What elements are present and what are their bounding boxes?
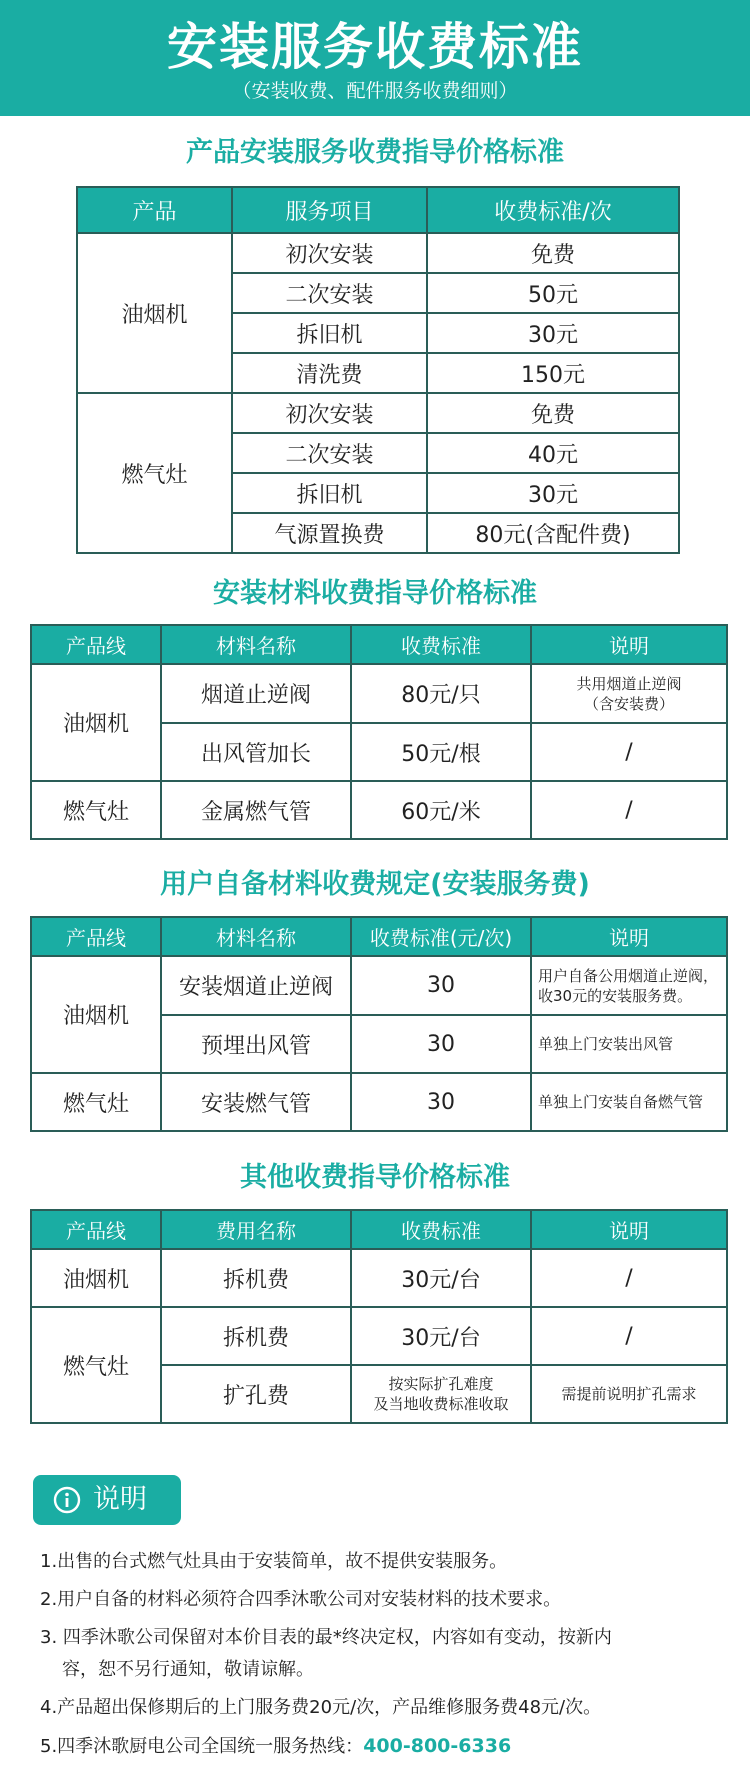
table-header-row: [31, 625, 727, 664]
page-title: 安装服务收费标准: [167, 18, 583, 76]
material-cell: 安装烟道止逆阀: [161, 956, 351, 1015]
material-cell: 出风管加长: [161, 723, 351, 781]
price-cell: 60元/米: [351, 781, 531, 839]
service-cell: 拆旧机: [232, 313, 427, 353]
product-cell: 油烟机: [77, 233, 232, 393]
col-header: 收费标准: [351, 1210, 531, 1249]
table-row: [31, 1249, 727, 1307]
table-row: [77, 393, 679, 433]
table-row: [31, 1307, 727, 1365]
col-header: 说明: [531, 1210, 727, 1249]
header-banner: [0, 0, 750, 116]
note-item: 4.产品超出保修期后的上门服务费20元/次，产品维修服务费48元/次。: [40, 1697, 602, 1718]
fee-name-cell: 拆机费: [161, 1249, 351, 1307]
table-header-row: [31, 1210, 727, 1249]
other-fees-table: [30, 1209, 728, 1424]
col-header: 服务项目: [232, 187, 427, 233]
note-cell: 单独上门安装自备燃气管: [531, 1073, 727, 1131]
col-header: 收费标准/次: [427, 187, 679, 233]
price-cell: 30元/台: [351, 1307, 531, 1365]
note-cell: /: [531, 1307, 727, 1365]
price-cell: 50元: [427, 273, 679, 313]
table-header-row: [31, 917, 727, 956]
col-header: 说明: [531, 917, 727, 956]
col-header: 材料名称: [161, 625, 351, 664]
table-header-row: [77, 187, 679, 233]
note-cell: /: [531, 781, 727, 839]
material-cell: 安装燃气管: [161, 1073, 351, 1131]
material-cell: 烟道止逆阀: [161, 664, 351, 723]
material-cell: 预埋出风管: [161, 1015, 351, 1073]
install-service-table: [76, 186, 680, 554]
table-row: [31, 781, 727, 839]
note-item: 5.四季沐歌厨电公司全国统一服务热线：: [40, 1736, 364, 1757]
col-header: 材料名称: [161, 917, 351, 956]
col-header: 产品线: [31, 1210, 161, 1249]
price-cell: 免费: [427, 393, 679, 433]
price-cell: 30元: [427, 313, 679, 353]
note-item: 1.出售的台式燃气灶具由于安装简单，故不提供安装服务。: [40, 1551, 508, 1572]
note-cell: [531, 956, 727, 1015]
price-cell: 30: [351, 1073, 531, 1131]
product-line-cell: 燃气灶: [31, 1307, 161, 1423]
table-row: [77, 233, 679, 273]
hotline-number[interactable]: 400-800-6336: [363, 1735, 512, 1757]
price-cell: 80元/只: [351, 664, 531, 723]
price-cell: 80元(含配件费): [427, 513, 679, 553]
price-cell: 30元: [427, 473, 679, 513]
table-row: [31, 956, 727, 1015]
product-line-cell: 油烟机: [31, 956, 161, 1073]
service-cell: 气源置换费: [232, 513, 427, 553]
notes-list: [40, 1546, 720, 1763]
note-cell: 单独上门安装出风管: [531, 1015, 727, 1073]
price-cell: 30: [351, 1015, 531, 1073]
col-header: 说明: [531, 625, 727, 664]
section-title-other-fees: 其他收费指导价格标准: [240, 1162, 510, 1193]
fee-name-cell: 扩孔费: [161, 1365, 351, 1423]
section-title-materials: 安装材料收费指导价格标准: [213, 578, 537, 609]
note-item: 3. 四季沐歌公司保留对本价目表的最*终决定权，内容如有变动，按新内: [40, 1627, 612, 1648]
note-cell: [531, 664, 727, 723]
note-line: 用户自备公用烟道止逆阀，: [538, 966, 719, 985]
product-line-cell: 油烟机: [31, 664, 161, 781]
note-item: 2.用户自备的材料必须符合四季沐歌公司对安装材料的技术要求。: [40, 1589, 562, 1610]
service-cell: 初次安装: [232, 233, 427, 273]
price-cell: [351, 1365, 531, 1423]
note-line: （含安装费）: [583, 694, 674, 713]
table-row: [31, 1073, 727, 1131]
note-cell: /: [531, 1249, 727, 1307]
service-cell: 清洗费: [232, 353, 427, 393]
col-header: 产品线: [31, 917, 161, 956]
material-cell: 金属燃气管: [161, 781, 351, 839]
price-cell: 40元: [427, 433, 679, 473]
service-cell: 初次安装: [232, 393, 427, 433]
product-line-cell: 燃气灶: [31, 1073, 161, 1131]
notes-badge: [33, 1475, 181, 1525]
col-header: 收费标准(元/次): [351, 917, 531, 956]
product-cell: 燃气灶: [77, 393, 232, 553]
product-line-cell: 燃气灶: [31, 781, 161, 839]
col-header: 收费标准: [351, 625, 531, 664]
notes-badge-label: 说明: [93, 1484, 147, 1515]
price-cell: 免费: [427, 233, 679, 273]
price-cell: 50元/根: [351, 723, 531, 781]
section-title-user-materials: 用户自备材料收费规定(安装服务费): [160, 869, 590, 900]
page-subtitle: （安装收费、配件服务收费细则）: [232, 80, 518, 102]
service-cell: 二次安装: [232, 433, 427, 473]
note-line: 收30元的安装服务费。: [538, 986, 693, 1005]
col-header: 费用名称: [161, 1210, 351, 1249]
note-cell: 需提前说明扩孔需求: [531, 1365, 727, 1423]
price-cell: 30: [351, 956, 531, 1015]
service-cell: 拆旧机: [232, 473, 427, 513]
col-header: 产品: [77, 187, 232, 233]
materials-table: [30, 624, 728, 840]
product-line-cell: 油烟机: [31, 1249, 161, 1307]
service-cell: 二次安装: [232, 273, 427, 313]
fee-name-cell: 拆机费: [161, 1307, 351, 1365]
note-item-hotline: [40, 1730, 720, 1763]
user-materials-table: [30, 916, 728, 1132]
price-line: 按实际扩孔难度: [388, 1375, 494, 1393]
note-item: 容，恕不另行通知，敬请谅解。: [62, 1659, 314, 1680]
price-cell: 30元/台: [351, 1249, 531, 1307]
section-title-install-service: 产品安装服务收费指导价格标准: [186, 137, 564, 168]
col-header: 产品线: [31, 625, 161, 664]
price-cell: 150元: [427, 353, 679, 393]
info-icon: [53, 1486, 81, 1514]
price-line: 及当地收费标准收取: [373, 1395, 509, 1413]
table-row: [31, 664, 727, 723]
note-cell: /: [531, 723, 727, 781]
note-line: 共用烟道止逆阀: [576, 674, 682, 693]
